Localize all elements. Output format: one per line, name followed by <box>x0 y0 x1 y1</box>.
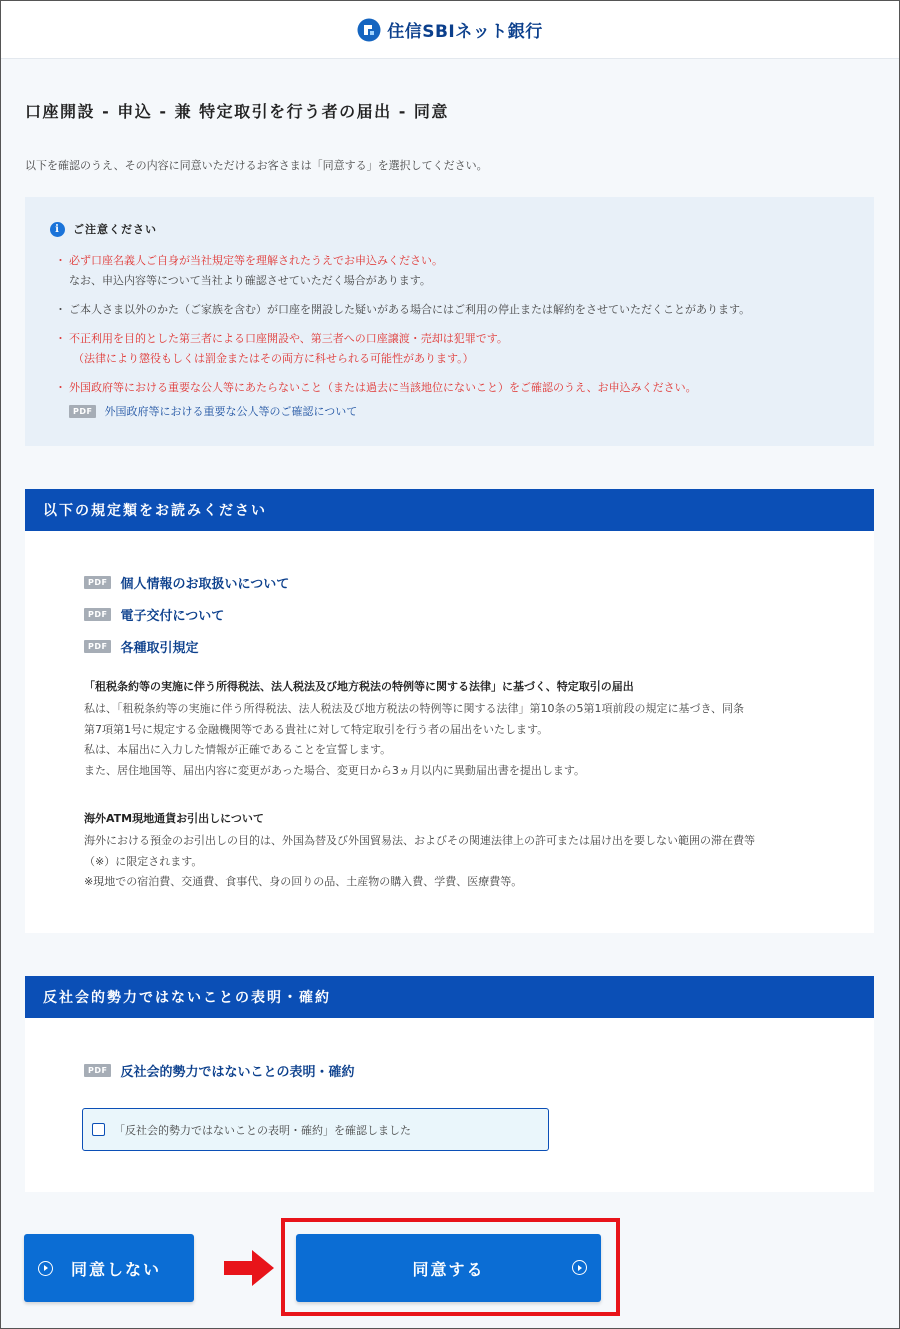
notice-item-line: 外国政府等における重要な公人等にあたらないこと（または過去に当該地位にないこと）をご確認のうえ、お申込みください。 <box>69 381 697 394</box>
bullet-icon: ・ <box>55 254 66 267</box>
header-bar <box>1 1 899 59</box>
notice-item-line: 不正利用を目的とした第三者による口座開設や、第三者への口座譲渡・売却は犯罪です。 <box>69 332 508 345</box>
confirm-checkbox[interactable] <box>92 1123 105 1136</box>
bullet-icon: ・ <box>55 332 66 345</box>
notice-item-line: なお、申込内容等について当社より確認させていただく場合があります。 <box>69 274 431 287</box>
pdf-link-text: 電子交付について <box>120 609 225 624</box>
text-line: ※現地での宿泊費、交通費、食事代、身の回りの品、土産物の購入費、学費、医療費等。 <box>84 875 523 888</box>
pdf-link-privacy[interactable] <box>84 573 289 592</box>
confirm-checkbox-label: 「反社会的勢力ではないことの表明・確約」を確認しました <box>114 1123 411 1137</box>
text-line: 私は、本届出に入力した情報が正確であることを宣誓します。 <box>84 743 392 756</box>
disagree-button-label: 同意しない <box>71 1259 162 1279</box>
bank-logo[interactable] <box>357 17 543 42</box>
pdf-link-text: 個人情報のお取扱いについて <box>120 577 290 592</box>
notice-pdf-link[interactable] <box>69 403 357 419</box>
text-line: 第7項第1号に規定する金融機関等である貴社に対して特定取引を行う者の届出をいたします。 <box>84 722 549 736</box>
confirm-checkbox-row[interactable] <box>82 1108 549 1151</box>
bullet-icon: ・ <box>55 381 66 394</box>
lead-text: 以下を確認のうえ、その内容に同意いただけるお客さまは「同意する」を選択してください。 <box>25 159 488 172</box>
agree-button-label: 同意する <box>412 1259 485 1279</box>
red-arrow-icon <box>222 1248 276 1288</box>
notice-item-line: 必ず口座名義人ご自身が当社規定等を理解されたうえでお申込みください。 <box>69 254 443 267</box>
pdf-icon: PDF <box>69 405 96 418</box>
pdf-link-text: 各種取引規定 <box>120 641 199 656</box>
anti-social-section <box>25 976 874 1192</box>
text-line: 海外における預金のお引出しの目的は、外国為替及び外国貿易法、およびその関連法律上の許可または届け出を要しない範囲の滞在費等 <box>84 834 755 847</box>
notice-heading <box>50 221 157 237</box>
bank-logo-text: 住信SBIネット銀行 <box>387 22 543 42</box>
notice-item <box>55 378 697 398</box>
pdf-link-terms[interactable] <box>84 637 198 656</box>
page-title: 口座開設 - 申込 - 兼 特定取引を行う者の届出 - 同意 <box>25 102 449 121</box>
rules-section-heading: 以下の規定類をお読みください <box>25 489 874 531</box>
pdf-icon: PDF <box>84 576 111 589</box>
atm-text <box>84 831 819 893</box>
atm-title: 海外ATM現地通貨お引出しについて <box>84 812 264 825</box>
notice-item-line: ご本人さま以外のかた（ご家族を含む）が口座を開設した疑いがある場合にはご利用の停止または解約をさせていただくことがあります。 <box>69 303 751 316</box>
tax-declaration-text <box>84 699 819 781</box>
highlight-box <box>281 1218 620 1316</box>
bullet-icon: ・ <box>55 303 66 316</box>
bank-logo-icon <box>357 18 381 42</box>
notice-pdf-link-text: 外国政府等における重要な公人等のご確認について <box>104 405 358 418</box>
rules-section <box>25 489 874 933</box>
text-line: （※）に限定されます。 <box>84 854 203 868</box>
notice-heading-text: ご注意ください <box>73 223 157 236</box>
circle-arrow-icon <box>38 1261 53 1276</box>
notice-box <box>25 197 874 446</box>
text-line: また、居住地国等、届出内容に変更があった場合、変更日から3ヵ月以内に異動届出書を提出します。 <box>84 763 586 777</box>
info-icon: i <box>50 222 65 237</box>
pdf-icon: PDF <box>84 608 111 621</box>
notice-item <box>55 251 443 291</box>
disagree-button[interactable] <box>24 1234 194 1302</box>
tax-declaration-title: 「租税条約等の実施に伴う所得税法、法人税法及び地方税法の特例等に関する法律」に基づく、特定取引の届出 <box>84 680 634 693</box>
notice-item-line: （法律により懲役もしくは罰金またはその両方に科せられる可能性があります。） <box>73 352 474 365</box>
notice-item <box>55 329 508 369</box>
text-line: 私は、「租税条約等の実施に伴う所得税法、法人税法及び地方税法の特例等に関する法律」第10条の5第1項前段の規定に基づき、同条 <box>84 702 745 715</box>
anti-social-heading: 反社会的勢力ではないことの表明・確約 <box>25 976 874 1018</box>
pdf-link-e-delivery[interactable] <box>84 605 224 624</box>
pdf-link-anti-social[interactable] <box>84 1061 354 1080</box>
notice-item <box>55 300 750 320</box>
pdf-link-text: 反社会的勢力ではないことの表明・確約 <box>120 1065 355 1080</box>
pdf-icon: PDF <box>84 1064 111 1077</box>
pdf-icon: PDF <box>84 640 111 653</box>
